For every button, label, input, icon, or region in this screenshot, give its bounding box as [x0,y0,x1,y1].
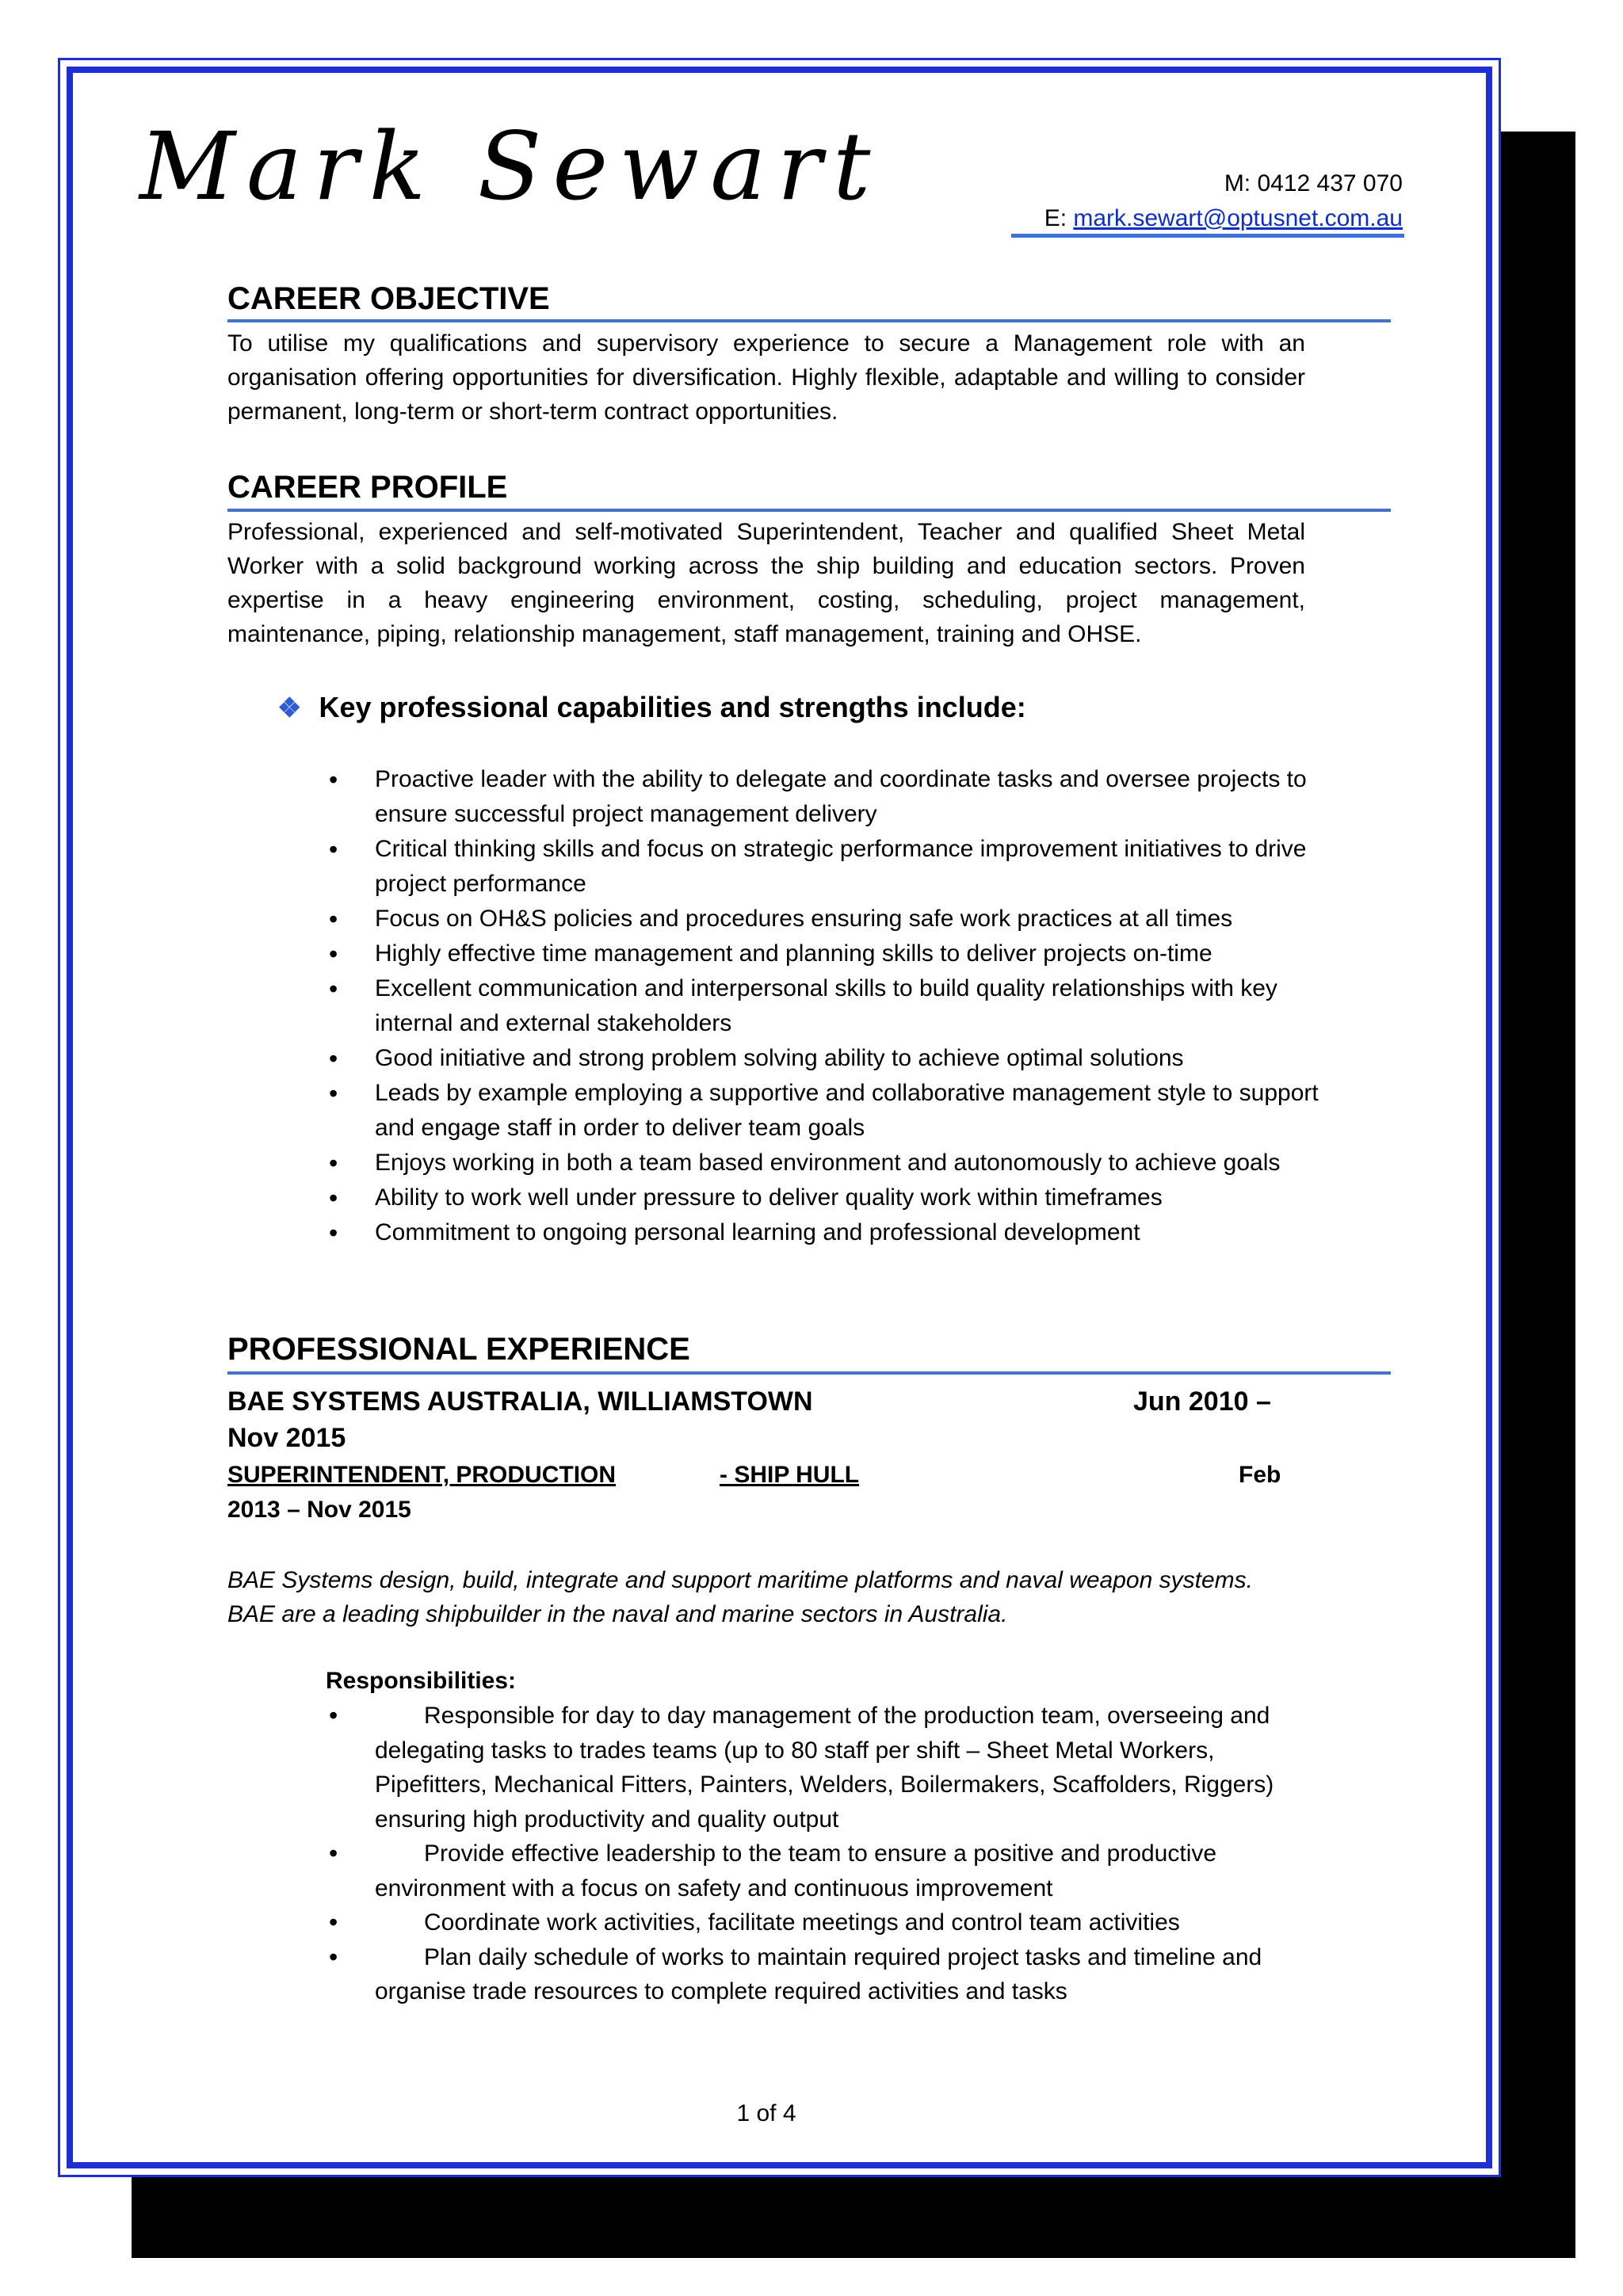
page-number: 1 of 4 [736,2100,796,2126]
email-link[interactable]: mark.sewart@optusnet.com.au [1073,205,1403,231]
list-item: • Ability to work well under pressure to deliver quality work within timeframes [329,1180,1327,1215]
list-item: • Proactive leader with the ability to delegate and coordinate tasks and oversee projects to ensure successful project management delivery [329,762,1327,832]
mobile-number: M: 0412 437 070 [1224,170,1403,196]
section-title-career-objective: CAREER OBJECTIVE [227,281,550,316]
employer-description-2: BAE are a leading shipbuilder in the naval and marine sectors in Australia. [227,1601,1008,1627]
employer-name: BAE SYSTEMS AUSTRALIA, WILLIAMSTOWN [227,1386,813,1417]
career-profile-text: Professional, experienced and self-motivated Superintendent, Teacher and qualified Sheet Metal Worker with a solid background working across the ship building and education sectors. Proven expertise in a heavy engineering environment, costing, scheduling, project management, maintenance, piping, relationship management, staff management, training and OHSE. [227,519,1305,647]
list-item: • Leads by example employing a supportive and collaborative management style to support and engage staff in order to deliver team goals [329,1076,1327,1146]
candidate-name: Mark Sewart [139,112,882,221]
career-objective-text: To utilise my qualifications and supervisory experience to secure a Management role with an organisation offering opportunities for diversification. Highly flexible, adaptable and willing to consider permanent, long-term or short-term contract opportunities. [227,330,1305,425]
diamond-bullet-icon: ❖ [277,693,302,723]
email-line [1044,203,1403,235]
list-item: • Commitment to ongoing personal learning and professional development [329,1215,1327,1250]
list-item: • Enjoys working in both a team based environment and autonomously to achieve goals [329,1146,1327,1180]
employer-dates-end: Nov 2015 [227,1423,346,1453]
section-title-career-profile: CAREER PROFILE [227,470,508,505]
list-item: • Highly effective time management and planning skills to deliver projects on-time [329,936,1327,971]
list-item: • Responsible for day to day management of the production team, overseeing and delegating tasks to trades teams (up to 80 staff per shift – Sheet Metal Workers, Pipefitters, Mechanical Fitters, Painters, Welders, Boilermakers, Scaffolders, Riggers) ensuring high productivity and quality output [329,1699,1327,1836]
employer-description-1: BAE Systems design, build, integrate and support maritime platforms and naval weapon systems. [227,1567,1253,1593]
list-item: • Provide effective leadership to the team to ensure a positive and productive environment with a focus on safety and continuous improvement [329,1836,1327,1905]
section-rule [227,1371,1391,1375]
list-item: • Critical thinking skills and focus on strategic performance improvement initiatives to drive project performance [329,832,1327,902]
section-rule [227,319,1391,322]
list-item: • Focus on OH&S policies and procedures ensuring safe work practices at all times [329,902,1327,936]
responsibilities-heading: Responsibilities: [326,1668,517,1694]
capabilities-heading [277,688,1026,728]
section-title-professional-experience: PROFESSIONAL EXPERIENCE [227,1332,690,1367]
capabilities-heading-text: Key professional capabilities and strengths include: [319,691,1026,723]
list-item: • Plan daily schedule of works to maintain required project tasks and timeline and organise trade resources to complete required activities and tasks [329,1940,1327,2009]
list-item: • Good initiative and strong problem solving ability to achieve optimal solutions [329,1041,1327,1076]
employer-dates-start: Jun 2010 – [1133,1386,1271,1417]
role-subtitle: - SHIP HULL [720,1462,860,1488]
role-dates-start: Feb [1239,1462,1281,1488]
list-item: • Coordinate work activities, facilitate meetings and control team activities [329,1905,1327,1940]
capabilities-list [329,762,1327,1250]
list-item: • Excellent communication and interpersonal skills to build quality relationships with key internal and external stakeholders [329,971,1327,1041]
section-rule [227,509,1391,512]
responsibilities-list [329,1699,1327,2009]
role-dates-end: 2013 – Nov 2015 [227,1497,411,1523]
contact-underline [1011,234,1404,238]
email-prefix: E: [1044,205,1074,231]
role-title: SUPERINTENDENT, PRODUCTION [227,1462,617,1488]
